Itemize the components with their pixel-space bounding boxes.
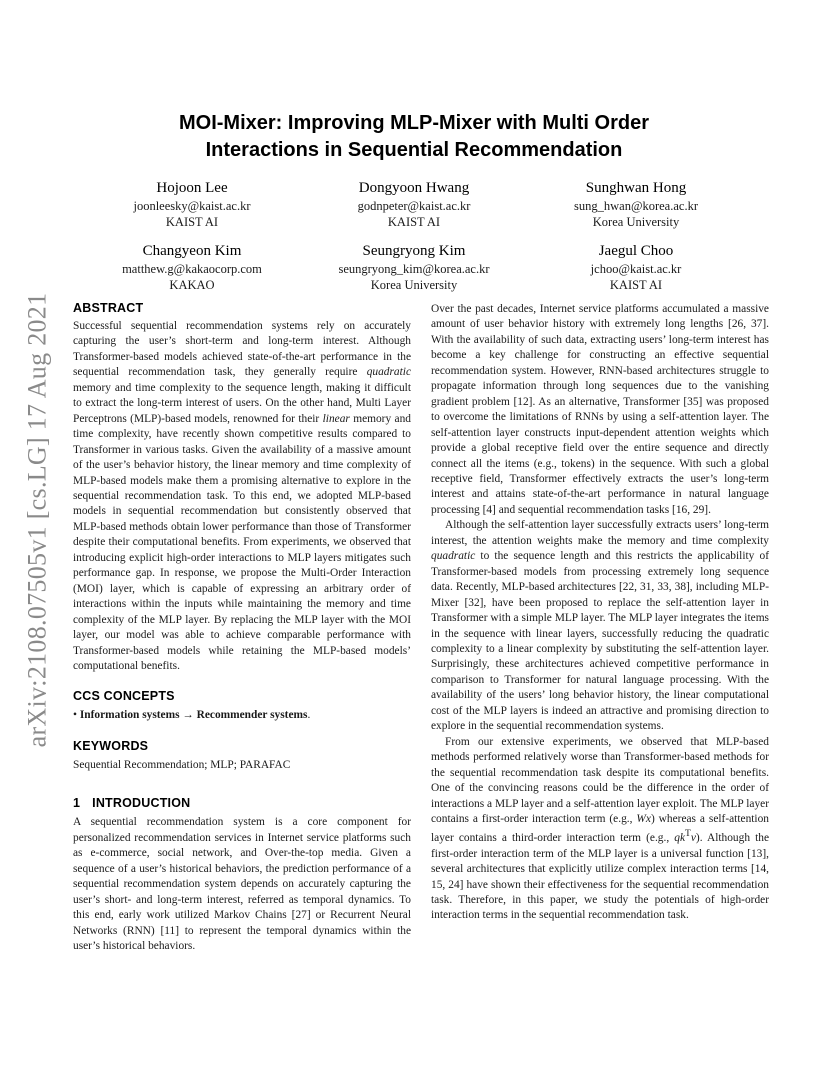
author-name: Dongyoon Hwang	[358, 180, 470, 196]
author-block	[92, 178, 292, 230]
keywords-heading: KEYWORDS	[73, 738, 149, 753]
title-line-1: MOI-Mixer: Improving MLP-Mixer with Multi Order	[178, 112, 650, 134]
intro-emphasis: quadratic	[431, 550, 476, 563]
abstract-emphasis: linear	[322, 412, 350, 425]
math-v: v	[690, 832, 696, 845]
author-email: matthew.g@kakaocorp.com	[122, 262, 262, 276]
math-wx: Wx	[636, 812, 651, 825]
intro-paragraph-2: Over the past decades, Internet service platforms accumulated a massive amount of user behavior history with extremely long lengths [26, 37]. With the availability of such data, extracting users’ long-term interest has become a key challenge for constructing an effective sequential recommendation system. However, RNN-based architectures struggle to propagate information through long sequences due to the vanishing gradient problem [12]. As an alternative, Transformer [35] was proposed to overcome the limitations of RNNs by using a self-attention layer. The self-attention layer constructs input-dependent attention weights which provide a global receptive field over the entire sequence and directly connect all the items (e.g., tokens) in the sequence. With such a global receptive field, Transformer effectively extracts the user’s long-term interest and attains state-of-the-art performance in natural language processing [4] and sequential recommendation tasks [16, 29].	[431, 303, 769, 516]
arxiv-id-text: arXiv:2108.07505v1 [cs.LG] 17 Aug 2021	[22, 292, 52, 748]
author-affiliation: Korea University	[592, 215, 680, 229]
intro-paragraph-4: From our extensive experiments, we observed that MLP-based methods performed relatively worse than Transformer-based methods for the sequential recommendation task despite its computational benefits. One of the convincing reasons could be the difference in the order of interactions a MLP layer and a self-attention layer exploit. The MLP layer contains a first-order interaction term (e.g., Wx) whereas a self-attention layer contains a third-order interaction term (e.g., $qk^Tv$). Although the first-order interaction term of the MLP layer is a universal function [13], several architectures that explicitly utilize complex interaction terms [14, 15, 24] have shown their effectiveness for the sequential recommendation task. Therefore, in this paper, we study the potentials of high-order interaction terms in the sequential recommendation task.	[431, 735, 770, 922]
intro-paragraph-1: A sequential recommendation system is a core component for personalized recommendation services in Internet service platforms such as e-commerce, social network, and Over-the-top media. Given a sequence of a user’s historical behaviors, the prediction performance of a sequential recommendation system depends on accurately capturing the user’s short- and long-term interest, referred as temporal dynamics. To this end, early work utilized Markov Chains [27] or Recurrent Neural Networks (RNN) [11] to represent the temporal dynamics within the user’s historical behaviors.	[73, 816, 411, 952]
abstract-text: Successful sequential recommendation systems rely on accurately capturing the user’s short-term and long-term interest. Although Transformer-based models achieved state-of-the-art performance in the sequential recommendation task, they generally require quadratic memory and time complexity to the sequence length, making it difficult to extract the long-term interest of users. On the other hand, Multi Layer Perceptrons (MLP)-based models, renowned for their linear memory and time complexity, have recently shown competitive results compared to Transformer in various tasks. Given the availability of a massive amount of the user’s behavior history, the linear memory and time complexity of MLP-based models make them a promising alternative to explore in the sequential recommendation task. To this end, we adopted MLP-based models in sequential recommendation but consistently observed that MLP-based methods obtain lower performance than those of Transformer despite their computational benefits. From experiments, we observed that introducing explicit high-order interactions to MLP layers mitigates such performance gap. In response, we propose the Multi-Order Interaction (MOI) layer, which is capable of expressing an arbitrary order of interactions within the inputs while maintaining the memory and time complexity of the MLP layer. By replacing the MLP layer with the MOI layer, our model was able to achieve comparable performance with Transformer-based models while retaining the MLP-based models’ computational benefits.	[73, 320, 411, 672]
author-block	[536, 178, 736, 230]
math-transpose: T	[685, 829, 691, 840]
author-email: seungryong_kim@korea.ac.kr	[338, 262, 490, 276]
abstract-heading: ABSTRACT	[73, 301, 144, 315]
author-name: Jaegul Choo	[598, 243, 674, 259]
author-email: sung_hwan@korea.ac.kr	[574, 199, 698, 213]
intro-paragraph-3: Although the self-attention layer successfully extracts users’ long-term interest, the attention weights make the memory and time complexity quadratic to the sequence length and this restricts the applicability of Transformer-based models from processing extremely long sequence data. Recently, MLP-based architectures [22, 31, 33, 38], including MLP-Mixer [32], have been proposed to replace the self-attention layer in Transformer with a simple MLP layer. The MLP layer integrates the items in the sequence with linear layers, successfully reducing the quadratic complexity to a linear complexity by substituting the self-attention layer. Surprisingly, these architectures achieved competitive performance in comparison to Transformer for natural language processing. With the availability of the users’ long behavior history, the linear computational cost of the MLP layers is indeed an attractive and promising direction to explore in the sequential recommendation systems.	[431, 519, 769, 733]
author-name: Sunghwan Hong	[585, 180, 687, 196]
author-affiliation: KAKAO	[169, 278, 215, 292]
author-email: godnpeter@kaist.ac.kr	[357, 199, 471, 213]
ccs-concepts: • Information systems → Recommender systems.	[73, 709, 311, 722]
section-title: INTRODUCTION	[92, 796, 191, 811]
title-line-2: Interactions in Sequential Recommendation	[205, 139, 623, 161]
author-block	[92, 241, 292, 293]
paper-title	[100, 110, 728, 164]
author-email: jchoo@kaist.ac.kr	[590, 262, 682, 276]
author-block	[536, 241, 736, 293]
arxiv-identifier	[14, 270, 60, 770]
ccs-concept: Information systems → Recommender systems	[79, 709, 308, 722]
section-number: 1	[73, 796, 81, 811]
author-block	[314, 178, 514, 230]
author-affiliation: KAIST AI	[165, 215, 219, 229]
author-name: Changyeon Kim	[142, 243, 242, 259]
author-name: Seungryong Kim	[362, 243, 466, 259]
introduction-heading	[73, 795, 411, 811]
left-column	[73, 300, 411, 954]
author-affiliation: Korea University	[370, 278, 458, 292]
author-affiliation: KAIST AI	[387, 215, 441, 229]
author-name: Hojoon Lee	[156, 180, 228, 196]
math-qk: qk	[674, 832, 686, 845]
abstract-emphasis: quadratic	[366, 366, 411, 379]
right-column	[431, 302, 769, 924]
author-block	[314, 241, 514, 293]
ccs-bullet: •	[73, 709, 77, 722]
author-affiliation: KAIST AI	[609, 278, 663, 292]
author-email: joonleesky@kaist.ac.kr	[133, 199, 251, 213]
keywords-text: Sequential Recommendation; MLP; PARAFAC	[73, 758, 291, 771]
ccs-heading: CCS CONCEPTS	[73, 689, 175, 704]
